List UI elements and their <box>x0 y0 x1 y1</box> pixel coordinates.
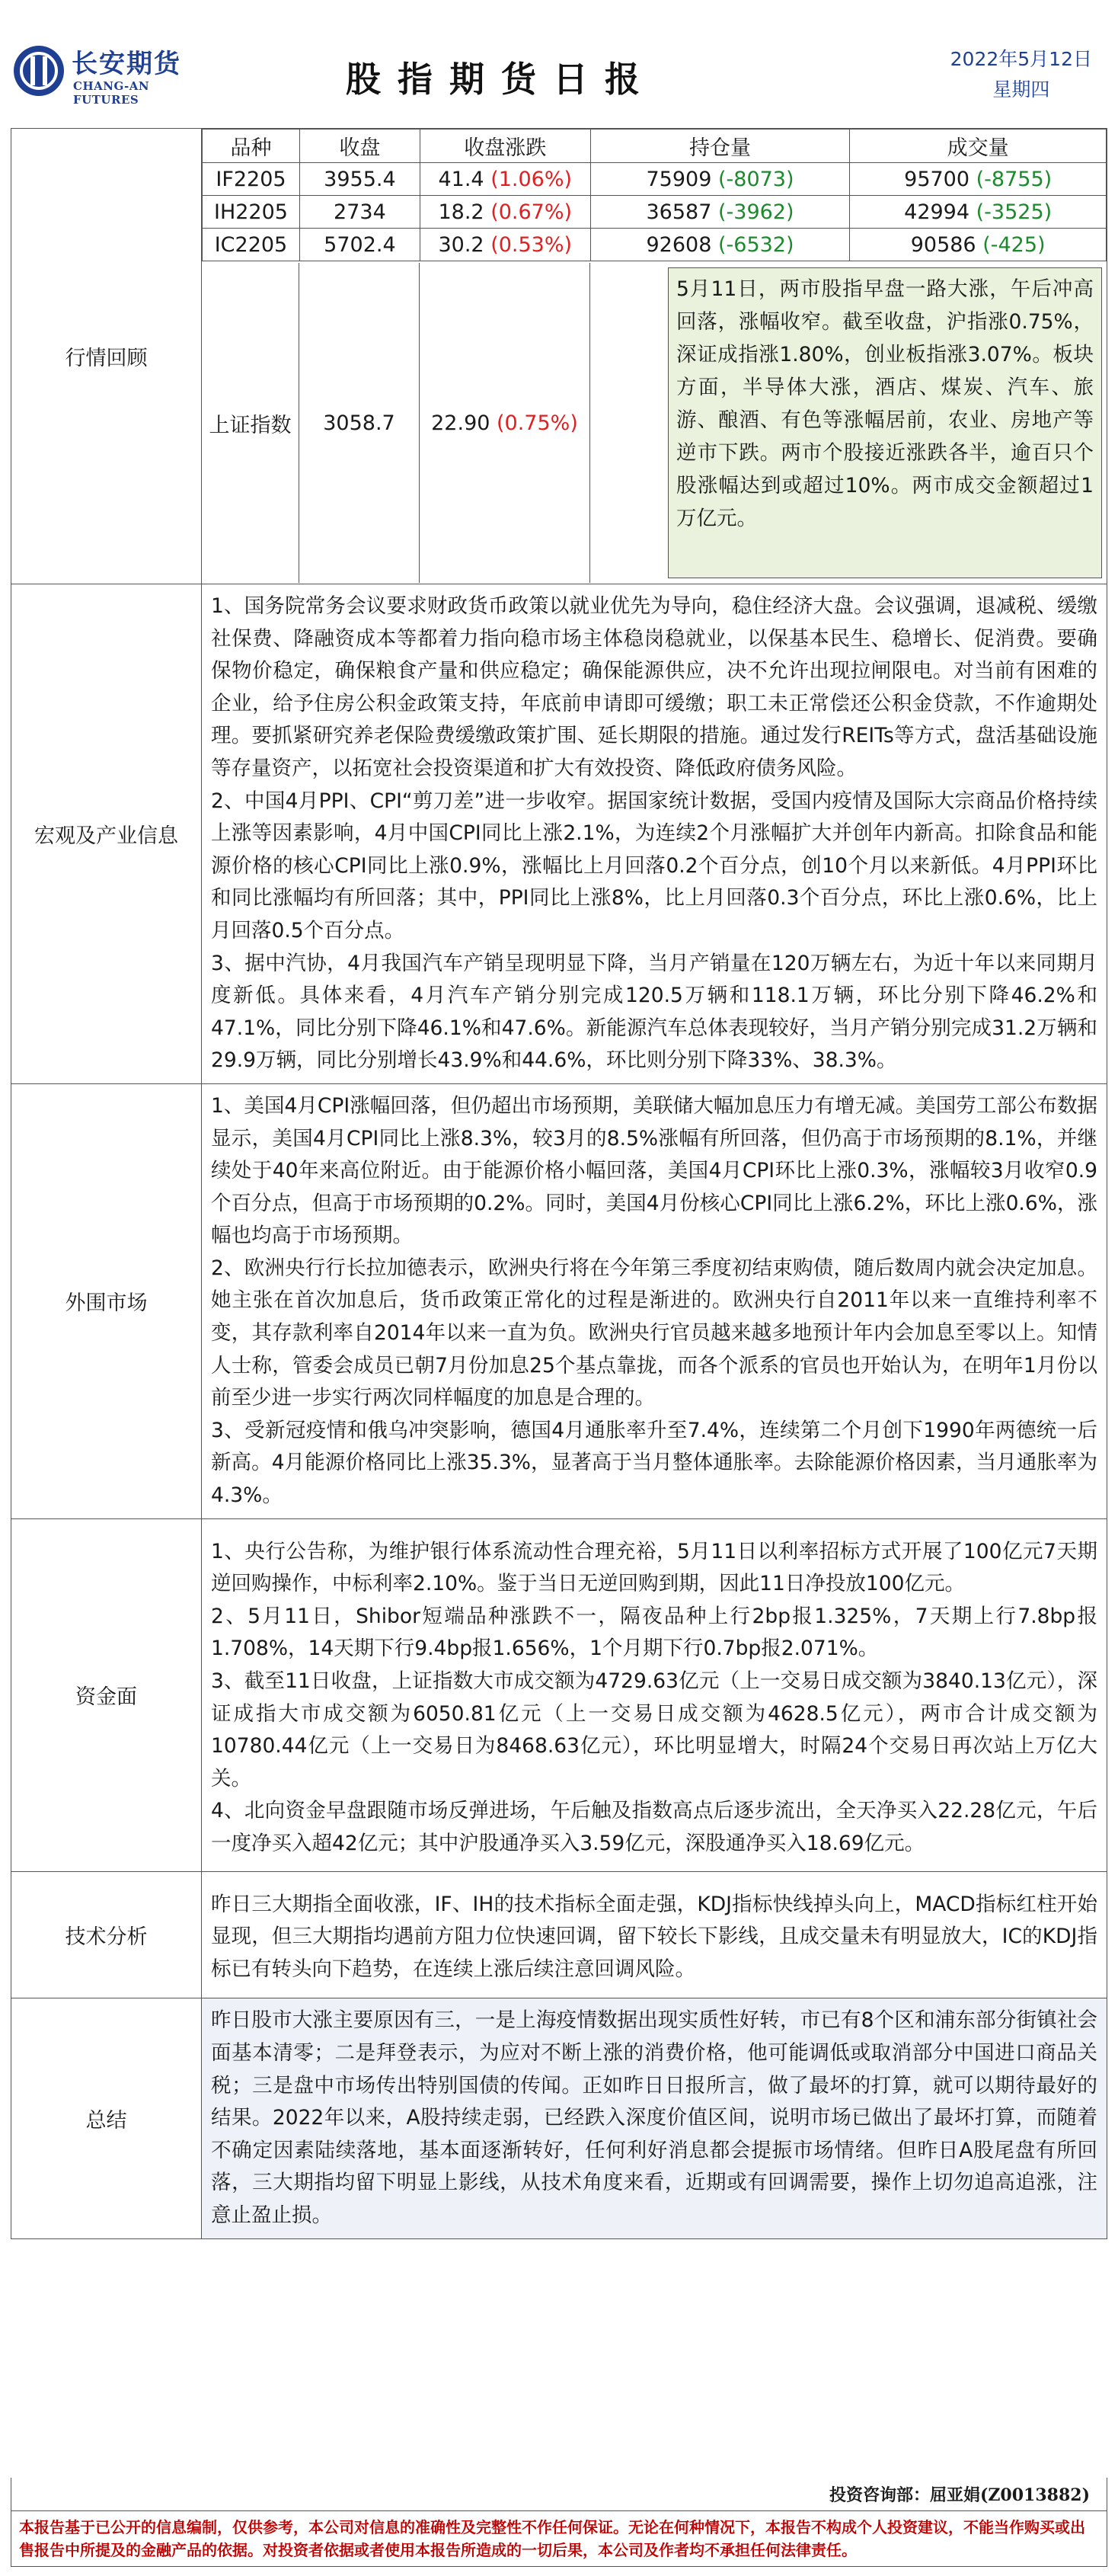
open-interest-change: (-8073) <box>717 167 794 191</box>
col-header-contract: 品种 <box>203 130 300 163</box>
market-review-content <box>202 129 1107 584</box>
col-header-close: 收盘 <box>299 130 420 163</box>
funds-section <box>11 1519 1107 1872</box>
overseas-content <box>202 1084 1107 1518</box>
funds-item: 4、北向资金早盘跟随市场反弹进场，午后触及指数高点后逐步流出，全天净买入22.28亿元，午后一度净买入超42亿元；其中沪股通净买入3.59亿元，深股通净买入18.69亿元。 <box>211 1799 1097 1855</box>
overseas-item: 2、欧洲央行行长拉加德表示，欧洲央行将在今年第三季度初结束购债，随后数周内就会决定加息。她主张在首次加息后，货币政策正常化的过程是渐进的。欧洲央行自2011年以来一直维持利率不变，其存款利率自2014年以来一直为负。欧洲央行官员越来越多地预计年内会加息至零以上。知情人士称，管委会成员已朝7月份加息25个基点靠拢，而各个派系的官员也开始认为，在明年1月份以前至少进一步实行两次同样幅度的加息是合理的。 <box>211 1256 1097 1410</box>
report-footer <box>11 2478 1107 2567</box>
macro-item: 2、中国4月PPI、CPI“剪刀差”进一步收窄。据国家统计数据，受国内疫情及国际大宗商品价格持续上涨等因素影响，4月中国CPI同比上涨2.1%，为连续2个月涨幅扩大并创年内新高。扣除食品和能源价格的核心CPI同比上涨0.9%，涨幅比上月回落0.2个百分点，创10个月以来新低。4月PPI环比和同比涨幅均有所回落；其中，PPI同比上涨8%，比上月回落0.3个百分点，环比上涨0.6%，比上月回落0.5个百分点。 <box>211 789 1097 942</box>
volume: 95700 (-8755) <box>850 163 1107 196</box>
quote-table-header <box>203 130 1107 163</box>
overseas-item: 1、美国4月CPI涨幅回落，但仍超出市场预期，美联储大幅加息压力有增无减。美国劳工部公布数据显示，美国4月CPI同比上涨8.3%，较3月的8.5%涨幅有所回落，但仍高于市场预期的8.1%，并继续处于40年来高位附近。由于能源价格小幅回落，美国4月CPI环比上涨0.3%，涨幅较3月收窄0.9个百分点，但高于市场预期的0.2%。同时，美国4月份核心CPI同比上涨6.2%，环比上涨0.6%，涨幅也均高于市场预期。 <box>211 1093 1097 1248</box>
report-table <box>11 128 1107 2239</box>
funds-item: 1、央行公告称，为维护银行体系流动性合理充裕，5月11日以利率招标方式开展了100亿元7天期逆回购操作，中标利率2.10%。鉴于当日无逆回购到期，因此11日净投放100亿元。 <box>211 1539 1097 1596</box>
contract-name: IH2205 <box>203 196 300 229</box>
index-close: 3058.7 <box>299 263 420 583</box>
volume-change: (-425) <box>982 232 1046 257</box>
volume: 90586 (-425) <box>850 229 1107 261</box>
close-price: 3955.4 <box>299 163 420 196</box>
report-date-box <box>950 44 1092 105</box>
open-interest-change: (-3962) <box>717 200 794 224</box>
price-change-pct: (1.06%) <box>490 167 573 191</box>
index-change: 22.90 (0.75%) <box>420 263 590 583</box>
summary-section <box>11 1998 1107 2238</box>
technical-section <box>11 1872 1107 1999</box>
col-header-volume: 成交量 <box>850 130 1107 163</box>
changan-logo-icon <box>14 46 64 96</box>
report-weekday: 星期四 <box>992 78 1050 101</box>
macro-item: 3、据中汽协，4月我国汽车产销呈现明显下降，当月产销量在120万辆左右，为近十年以来同期月度新低。具体来看，4月汽车产销分别完成120.5万辆和118.1万辆，环比分别下降46.2%和47.1%，同比分别下降46.1%和47.6%。新能源汽车总体表现较好，当月产销分别完成31.2万辆和29.9万辆，同比分别增长43.9%和44.6%，环比则分别下降33%、38.3%。 <box>211 951 1097 1073</box>
open-interest: 36587 (-3962) <box>590 196 850 229</box>
open-interest-change: (-6532) <box>717 232 794 257</box>
logo-chinese-name: 长安期货 <box>72 49 181 79</box>
contract-name: IF2205 <box>203 163 300 196</box>
macro-industry-section <box>11 584 1107 1084</box>
summary-content: 昨日股市大涨主要原因有三，一是上海疫情数据出现实质性好转，市已有8个区和浦东部分街镇社会面基本清零；二是拜登表示，为应对不断上涨的消费价格，他可能调低或取消部分中国进口商品关税；三是盘中市场传出特别国债的传闻。正如昨日日报所言，做了最坏的打算，就可以期待最好的结果。2022年以来，A股持续走弱，已经跌入深度价值区间，说明市场已做出了最坏打算，而随着不确定因素陆续落地，基本面逐渐转好，任何利好消息都会提振市场情绪。但昨日A股尾盘有所回落，三大期指均留下明显上影线，从技术角度来看，近期或有回调需要，操作上切勿追高追涨，注意止盈止损。 <box>202 1998 1107 2238</box>
close-price: 2734 <box>299 196 420 229</box>
price-change: 18.2 (0.67%) <box>420 196 590 229</box>
market-review-section <box>11 129 1107 584</box>
col-header-open-interest: 持仓量 <box>590 130 850 163</box>
open-interest: 75909 (-8073) <box>590 163 850 196</box>
company-logo <box>14 44 204 113</box>
technical-content: 昨日三大期指全面收涨，IF、IH的技术指标全面走强，KDJ指标快线掉头向上，MACD指标红柱开始显现，但三大期指均遇前方阻力位快速回调，留下较长下影线，且成交量未有明显放大，IC的KDJ指标已有转头向下趋势，在连续上涨后续注意回调风险。 <box>211 1892 1097 1981</box>
section-label-overseas: 外围市场 <box>11 1084 202 1518</box>
quote-row-ic <box>203 229 1107 261</box>
price-change-pct: (0.53%) <box>490 232 573 257</box>
section-label-macro: 宏观及产业信息 <box>11 584 202 1083</box>
open-interest: 92608 (-6532) <box>590 229 850 261</box>
volume: 42994 (-3525) <box>850 196 1107 229</box>
col-header-change: 收盘涨跌 <box>420 130 590 163</box>
close-price: 5702.4 <box>299 229 420 261</box>
section-label-technical: 技术分析 <box>11 1872 202 1998</box>
funds-item: 2、5月11日，Shibor短端品种涨跌不一，隔夜品种上行2bp报1.325%，7天期上行7.8bp报1.708%，14天期下行9.4bp报1.656%，1个月期下行0.7bp报2.071%。 <box>211 1604 1097 1661</box>
index-name: 上证指数 <box>202 263 299 583</box>
volume-change: (-3525) <box>976 200 1053 224</box>
futures-quote-table <box>202 129 1107 261</box>
overseas-item: 3、受新冠疫情和俄乌冲突影响，德国4月通胀率升至7.4%，连续第二个月创下1990年两德统一后新高。4月能源价格同比上涨35.3%，显著高于当月整体通胀率。去除能源价格因素，当月通胀率为4.3%。 <box>211 1418 1097 1508</box>
section-label-funds: 资金面 <box>11 1519 202 1871</box>
price-change-pct: (0.67%) <box>490 200 573 224</box>
price-change: 30.2 (0.53%) <box>420 229 590 261</box>
quote-row-ih <box>203 196 1107 229</box>
market-summary-box: 5月11日，两市股指早盘一路大涨，午后冲高回落，涨幅收窄。截至收盘，沪指涨0.75%，深证成指涨1.80%，创业板指涨3.07%。板块方面，半导体大涨，酒店、煤炭、汽车、旅游、酿酒、有色等涨幅居前，农业、房地产等逆市下跌。两市个股接近涨跌各半，逾百只个股涨幅达到或超过10%。两市成交金额超过1万亿元。 <box>668 267 1102 578</box>
section-label-summary: 总结 <box>11 1998 202 2238</box>
analyst-credit: 投资咨询部：屈亚娟(Z0013882) <box>11 2478 1107 2511</box>
funds-item: 3、截至11日收盘，上证指数大市成交额为4729.63亿元（上一交易日成交额为3840.13亿元），深证成指大市成交额为6050.81亿元（上一交易日成交额为4628.5亿元），两市合计成交额为10780.44亿元（上一交易日为8468.63亿元），环比明显增大，时隔24个交易日再次站上万亿大关。 <box>211 1669 1097 1790</box>
report-date: 2022年5月12日 <box>950 48 1092 70</box>
quote-row-if <box>203 163 1107 196</box>
report-title: 股指期货日报 <box>346 59 656 100</box>
index-change-pct: (0.75%) <box>497 411 578 435</box>
report-header <box>11 23 1107 130</box>
disclaimer-text: 本报告基于已公开的信息编制，仅供参考，本公司对信息的准确性及完整性不作任何保证。无论在何种情况下，本报告不构成个人投资建议，不能当作购买或出售报告中所提及的金融产品的依据。对投资者依据或者使用本报告所造成的一切后果，本公司及作者均不承担任何法律责任。 <box>19 2518 1085 2559</box>
macro-content <box>202 584 1107 1083</box>
funds-content <box>202 1519 1107 1871</box>
macro-item: 1、国务院常务会议要求财政货币政策以就业优先为导向，稳住经济大盘。会议强调，退减税、缓缴社保费、降融资成本等都着力指向稳市场主体稳岗稳就业，以保基本民生、稳增长、促消费。要确保物价稳定，确保粮食产量和供应稳定；确保能源供应，决不允许出现拉闸限电。对当前有困难的企业，给予住房公积金政策支持，年底前申请即可缓缴；职工未正常偿还公积金贷款，不作逾期处理。要抓紧研究养老保险费缓缴政策扩围、延长期限的措施。通过发行REITs等方式，盘活基础设施等存量资产，以拓宽社会投资渠道和扩大有效投资、降低政府债务风险。 <box>211 594 1097 780</box>
section-label-market-review: 行情回顾 <box>11 129 202 584</box>
shanghai-index-row <box>202 263 1107 583</box>
price-change: 41.4 (1.06%) <box>420 163 590 196</box>
contract-name: IC2205 <box>203 229 300 261</box>
overseas-market-section <box>11 1084 1107 1519</box>
logo-english-name: CHANG-AN FUTURES <box>73 79 150 107</box>
volume-change: (-8755) <box>976 167 1053 191</box>
